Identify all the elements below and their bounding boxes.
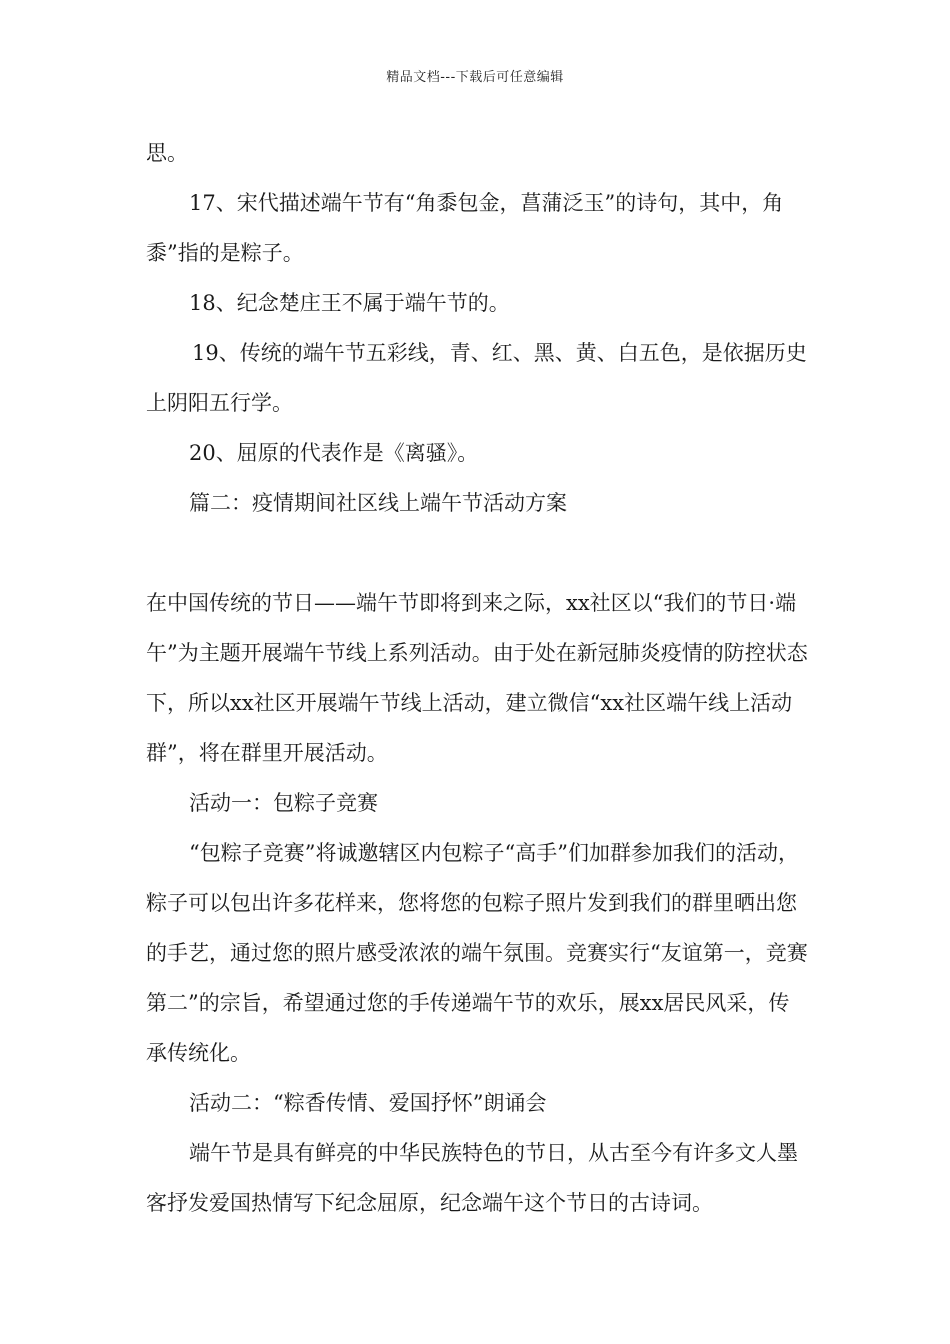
paragraph-item-17: 17、宋代描述端午节有“角黍包金，菖蒲泛玉”的诗句，其中，角黍”指的是粽子。 bbox=[146, 191, 784, 265]
activity-two-body: 端午节是具有鲜亮的中华民族特色的节日，从古至今有许多文人墨客抒发爱国热情写下纪念屈原，纪念端午这个节日的古诗词。 bbox=[146, 1141, 798, 1215]
paragraph-item-18: 18、纪念楚庄王不属于端午节的。 bbox=[189, 291, 510, 315]
activity-one-body: “包粽子竞赛”将诚邀辖区内包粽子“高手”们加群参加我们的活动，粽子可以包出许多花样来，您将您的包粽子照片发到我们的群里晒出您的手艺，通过您的照片感受浓浓的端午氛围。竞赛实行“友谊第一，竞赛第二”的宗旨，希望通过您的手传递端午节的欢乐，展xx居民风采，传承传统化。 bbox=[146, 841, 808, 1065]
activity-one-heading: 活动一：包粽子竞赛 bbox=[189, 791, 378, 815]
paragraph-item-20: 20、屈原的代表作是《离骚》。 bbox=[189, 441, 479, 465]
paragraph-item-19: 19、传统的端午节五彩线，青、红、黑、黄、白五色，是依据历史上阴阳五行学。 bbox=[146, 341, 807, 415]
paragraph-continuation: 思。 bbox=[146, 141, 188, 165]
section-heading: 篇二：疫情期间社区线上端午节活动方案 bbox=[189, 491, 567, 515]
document-body bbox=[146, 128, 810, 1228]
blank-line bbox=[146, 528, 810, 578]
page-header: 精品文档---下载后可任意编辑 bbox=[386, 70, 564, 85]
activity-two-heading: 活动二：“粽香传情、爱国抒怀”朗诵会 bbox=[189, 1091, 547, 1115]
paragraph-intro: 在中国传统的节日——端午节即将到来之际，xx社区以“我们的节日·端午”为主题开展端午节线上系列活动。由于处在新冠肺炎疫情的防控状态下，所以xx社区开展端午节线上活动，建立微信“xx社区端午线上活动群”，将在群里开展活动。 bbox=[146, 591, 808, 765]
